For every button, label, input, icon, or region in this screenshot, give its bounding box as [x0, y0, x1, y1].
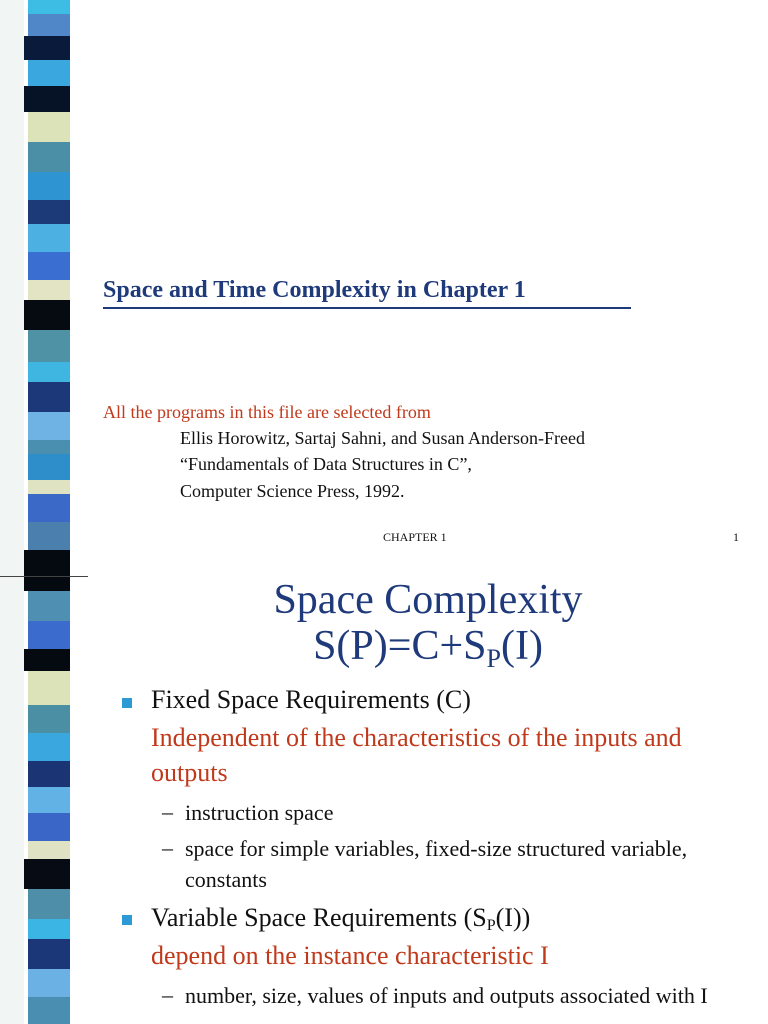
variable-space-label: Variable Space Requirements (S [151, 903, 487, 932]
dash-marker: – [162, 835, 173, 860]
square-bullet-icon [122, 698, 132, 708]
slide-2 [0, 577, 768, 1024]
slide-title [88, 577, 768, 673]
decorative-stripe [0, 0, 72, 577]
formula-prefix: S(P)=C+S [313, 623, 487, 669]
formula-subscript: P [486, 644, 501, 673]
bullet-variable-space [151, 901, 530, 935]
formula-suffix: (I) [500, 623, 543, 669]
sub-item-instruction-space: instruction space [185, 800, 334, 825]
title-formula [88, 623, 768, 673]
sub-item-simple-variables: space for simple variables, fixed-size structured variable, constants [185, 836, 688, 892]
sub-item-inputs-outputs: number, size, values of inputs and outputs associated with I [185, 983, 708, 1008]
intro-text: All the programs in this file are selected from [103, 402, 431, 422]
fixed-space-description: Independent of the characteristics of the inputs and outputs [151, 723, 682, 787]
dash-marker: – [162, 799, 173, 824]
footer-page-number: 1 [733, 530, 739, 544]
title-line-1: Space Complexity [273, 577, 583, 623]
title-underline [103, 307, 631, 309]
variable-space-description: depend on the instance characteristic I [151, 941, 549, 970]
decorative-stripe [0, 577, 72, 1024]
square-bullet-icon [122, 915, 132, 925]
slide-title: Space and Time Complexity in Chapter 1 [103, 277, 526, 303]
reference-publisher: Computer Science Press, 1992. [180, 481, 405, 501]
variable-space-suffix: (I)) [495, 903, 531, 932]
bullet-fixed-space: Fixed Space Requirements (C) [151, 685, 471, 714]
reference-book-title: “Fundamentals of Data Structures in C”, [180, 454, 472, 474]
reference-authors: Ellis Horowitz, Sartaj Sahni, and Susan Anderson-Freed [180, 428, 585, 448]
variable-space-subscript: P [486, 917, 496, 934]
dash-marker: – [162, 982, 173, 1007]
footer-chapter-label: CHAPTER 1 [383, 530, 447, 544]
